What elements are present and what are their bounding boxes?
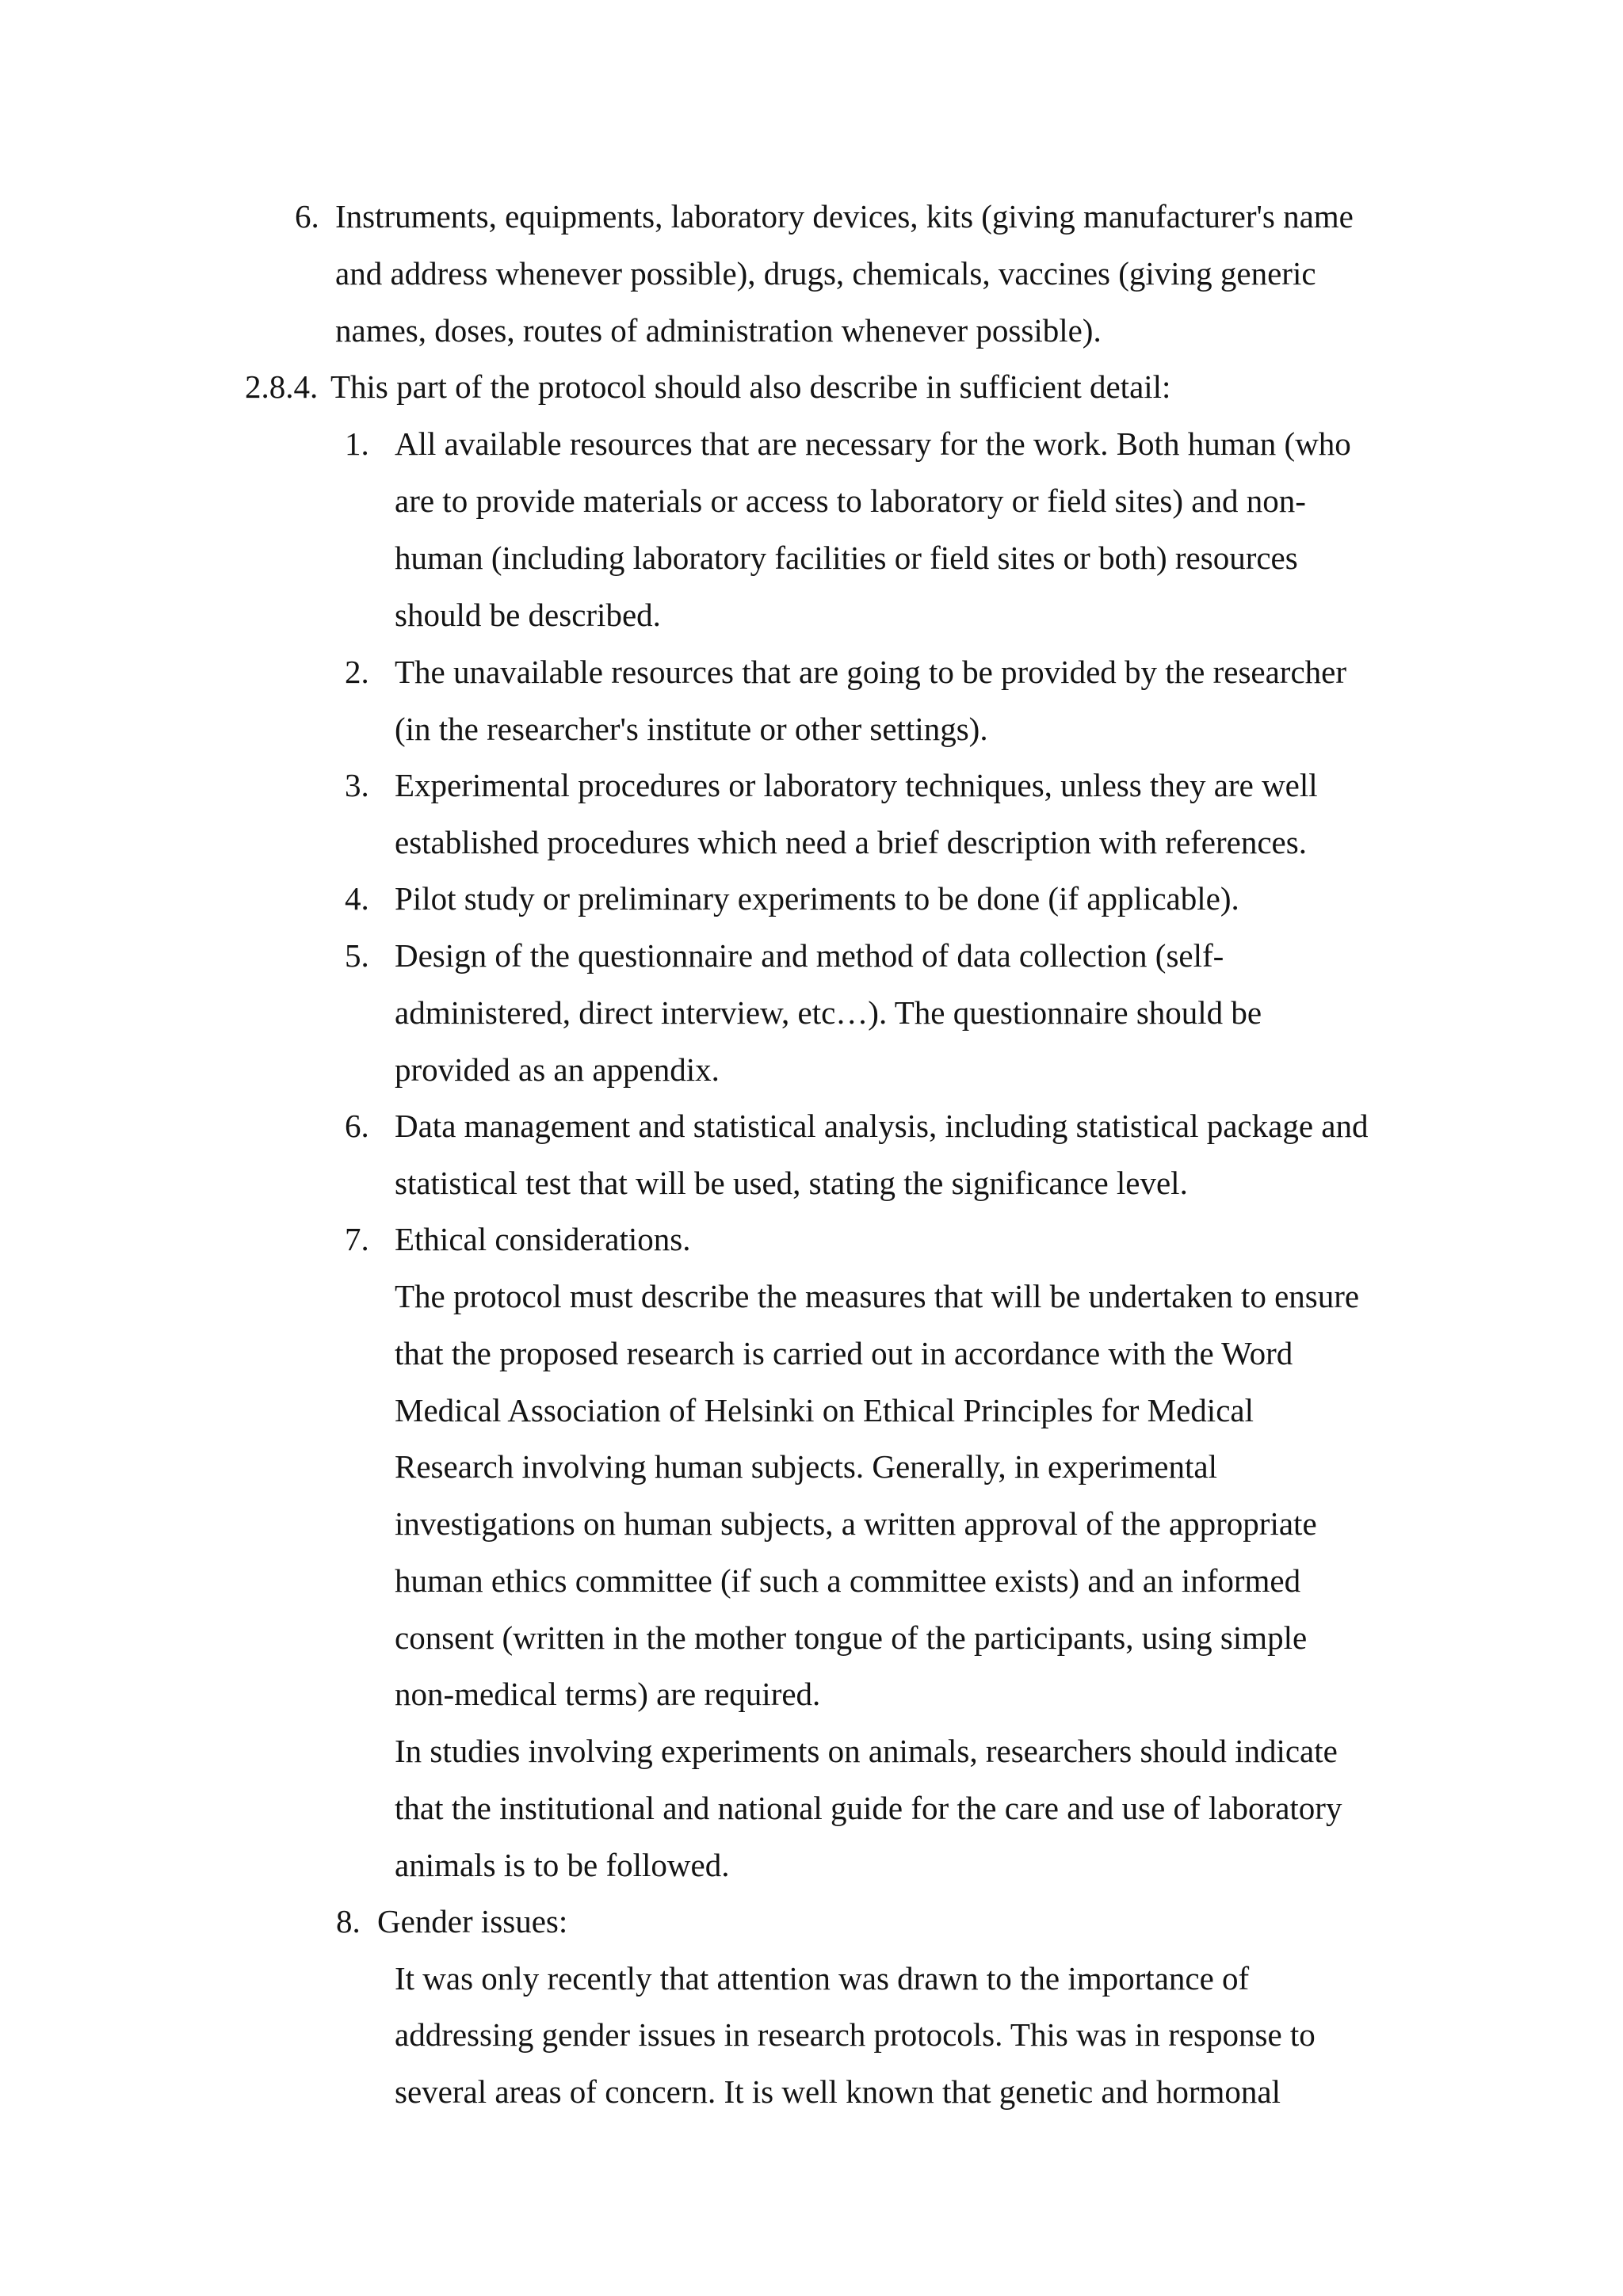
list-item-7-number: 7.: [345, 1221, 369, 1257]
list-item-7-line-1: Ethical considerations.: [395, 1221, 691, 1257]
list-item-8-line-2: It was only recently that attention was drawn to the importance of: [395, 1960, 1250, 1997]
list-item-1-number: 1.: [345, 425, 369, 462]
list-item-7-line-12: animals is to be followed.: [395, 1847, 730, 1883]
list-item-7-line-2: The protocol must describe the measures that will be undertaken to ensure: [395, 1278, 1360, 1314]
list-item-7-line-5: Research involving human subjects. Generally, in experimental: [395, 1448, 1217, 1485]
list-item-3-number: 3.: [345, 767, 369, 803]
list-item-3-line-1: Experimental procedures or laboratory techniques, unless they are well: [395, 767, 1318, 803]
list-item-2-line-2: (in the researcher's institute or other settings).: [395, 711, 988, 747]
section-number: 2.8.4.: [245, 368, 319, 405]
list-item-4-line-1: Pilot study or preliminary experiments to be done (if applicable).: [395, 880, 1239, 917]
list-item-5-line-1: Design of the questionnaire and method of data collection (self-: [395, 937, 1224, 974]
list-item-8-line-4: several areas of concern. It is well known that genetic and hormonal: [395, 2073, 1281, 2110]
list-item-4-number: 4.: [345, 880, 369, 917]
list-item-7-line-10: In studies involving experiments on animals, researchers should indicate: [395, 1733, 1338, 1769]
list-item-7-line-3: that the proposed research is carried out in accordance with the Word: [395, 1335, 1293, 1371]
list-item-1-line-1: All available resources that are necessary for the work. Both human (who: [395, 425, 1351, 462]
list-item-7-line-6: investigations on human subjects, a written approval of the appropriate: [395, 1505, 1317, 1542]
list-item-8-line-1: Gender issues:: [377, 1903, 568, 1939]
list-item-6-line-2: statistical test that will be used, stating the significance level.: [395, 1165, 1188, 1201]
list-item-5-line-3: provided as an appendix.: [395, 1051, 720, 1088]
list-item-7-line-7: human ethics committee (if such a committee exists) and an informed: [395, 1562, 1301, 1599]
item6-line-3: names, doses, routes of administration whenever possible).: [335, 312, 1102, 349]
list-item-3-line-2: established procedures which need a brief description with references.: [395, 824, 1307, 860]
section-heading: This part of the protocol should also describe in sufficient detail:: [330, 368, 1171, 405]
list-item-6-number: 6.: [345, 1108, 369, 1144]
list-item-5-line-2: administered, direct interview, etc…). The questionnaire should be: [395, 994, 1262, 1031]
list-item-2-line-1: The unavailable resources that are going to be provided by the researcher: [395, 654, 1347, 690]
list-item-1-line-3: human (including laboratory facilities or field sites or both) resources: [395, 540, 1298, 576]
list-item-1-line-4: should be described.: [395, 597, 661, 633]
item6-line-1: Instruments, equipments, laboratory devices, kits (giving manufacturer's name: [335, 198, 1354, 235]
list-item-7-line-8: consent (written in the mother tongue of the participants, using simple: [395, 1619, 1308, 1656]
item6-line-2: and address whenever possible), drugs, chemicals, vaccines (giving generic: [335, 255, 1316, 292]
list-item-5-number: 5.: [345, 937, 369, 974]
list-item-1-line-2: are to provide materials or access to laboratory or field sites) and non-: [395, 482, 1306, 519]
item6-number: 6.: [295, 198, 319, 235]
list-item-8-line-3: addressing gender issues in research protocols. This was in response to: [395, 2016, 1316, 2053]
list-item-7-line-11: that the institutional and national guide for the care and use of laboratory: [395, 1790, 1342, 1826]
list-item-2-number: 2.: [345, 654, 369, 690]
list-item-8-number: 8.: [336, 1903, 361, 1939]
list-item-7-line-4: Medical Association of Helsinki on Ethical Principles for Medical: [395, 1392, 1254, 1428]
list-item-6-line-1: Data management and statistical analysis, including statistical package and: [395, 1108, 1369, 1144]
list-item-7-line-9: non-medical terms) are required.: [395, 1676, 821, 1712]
